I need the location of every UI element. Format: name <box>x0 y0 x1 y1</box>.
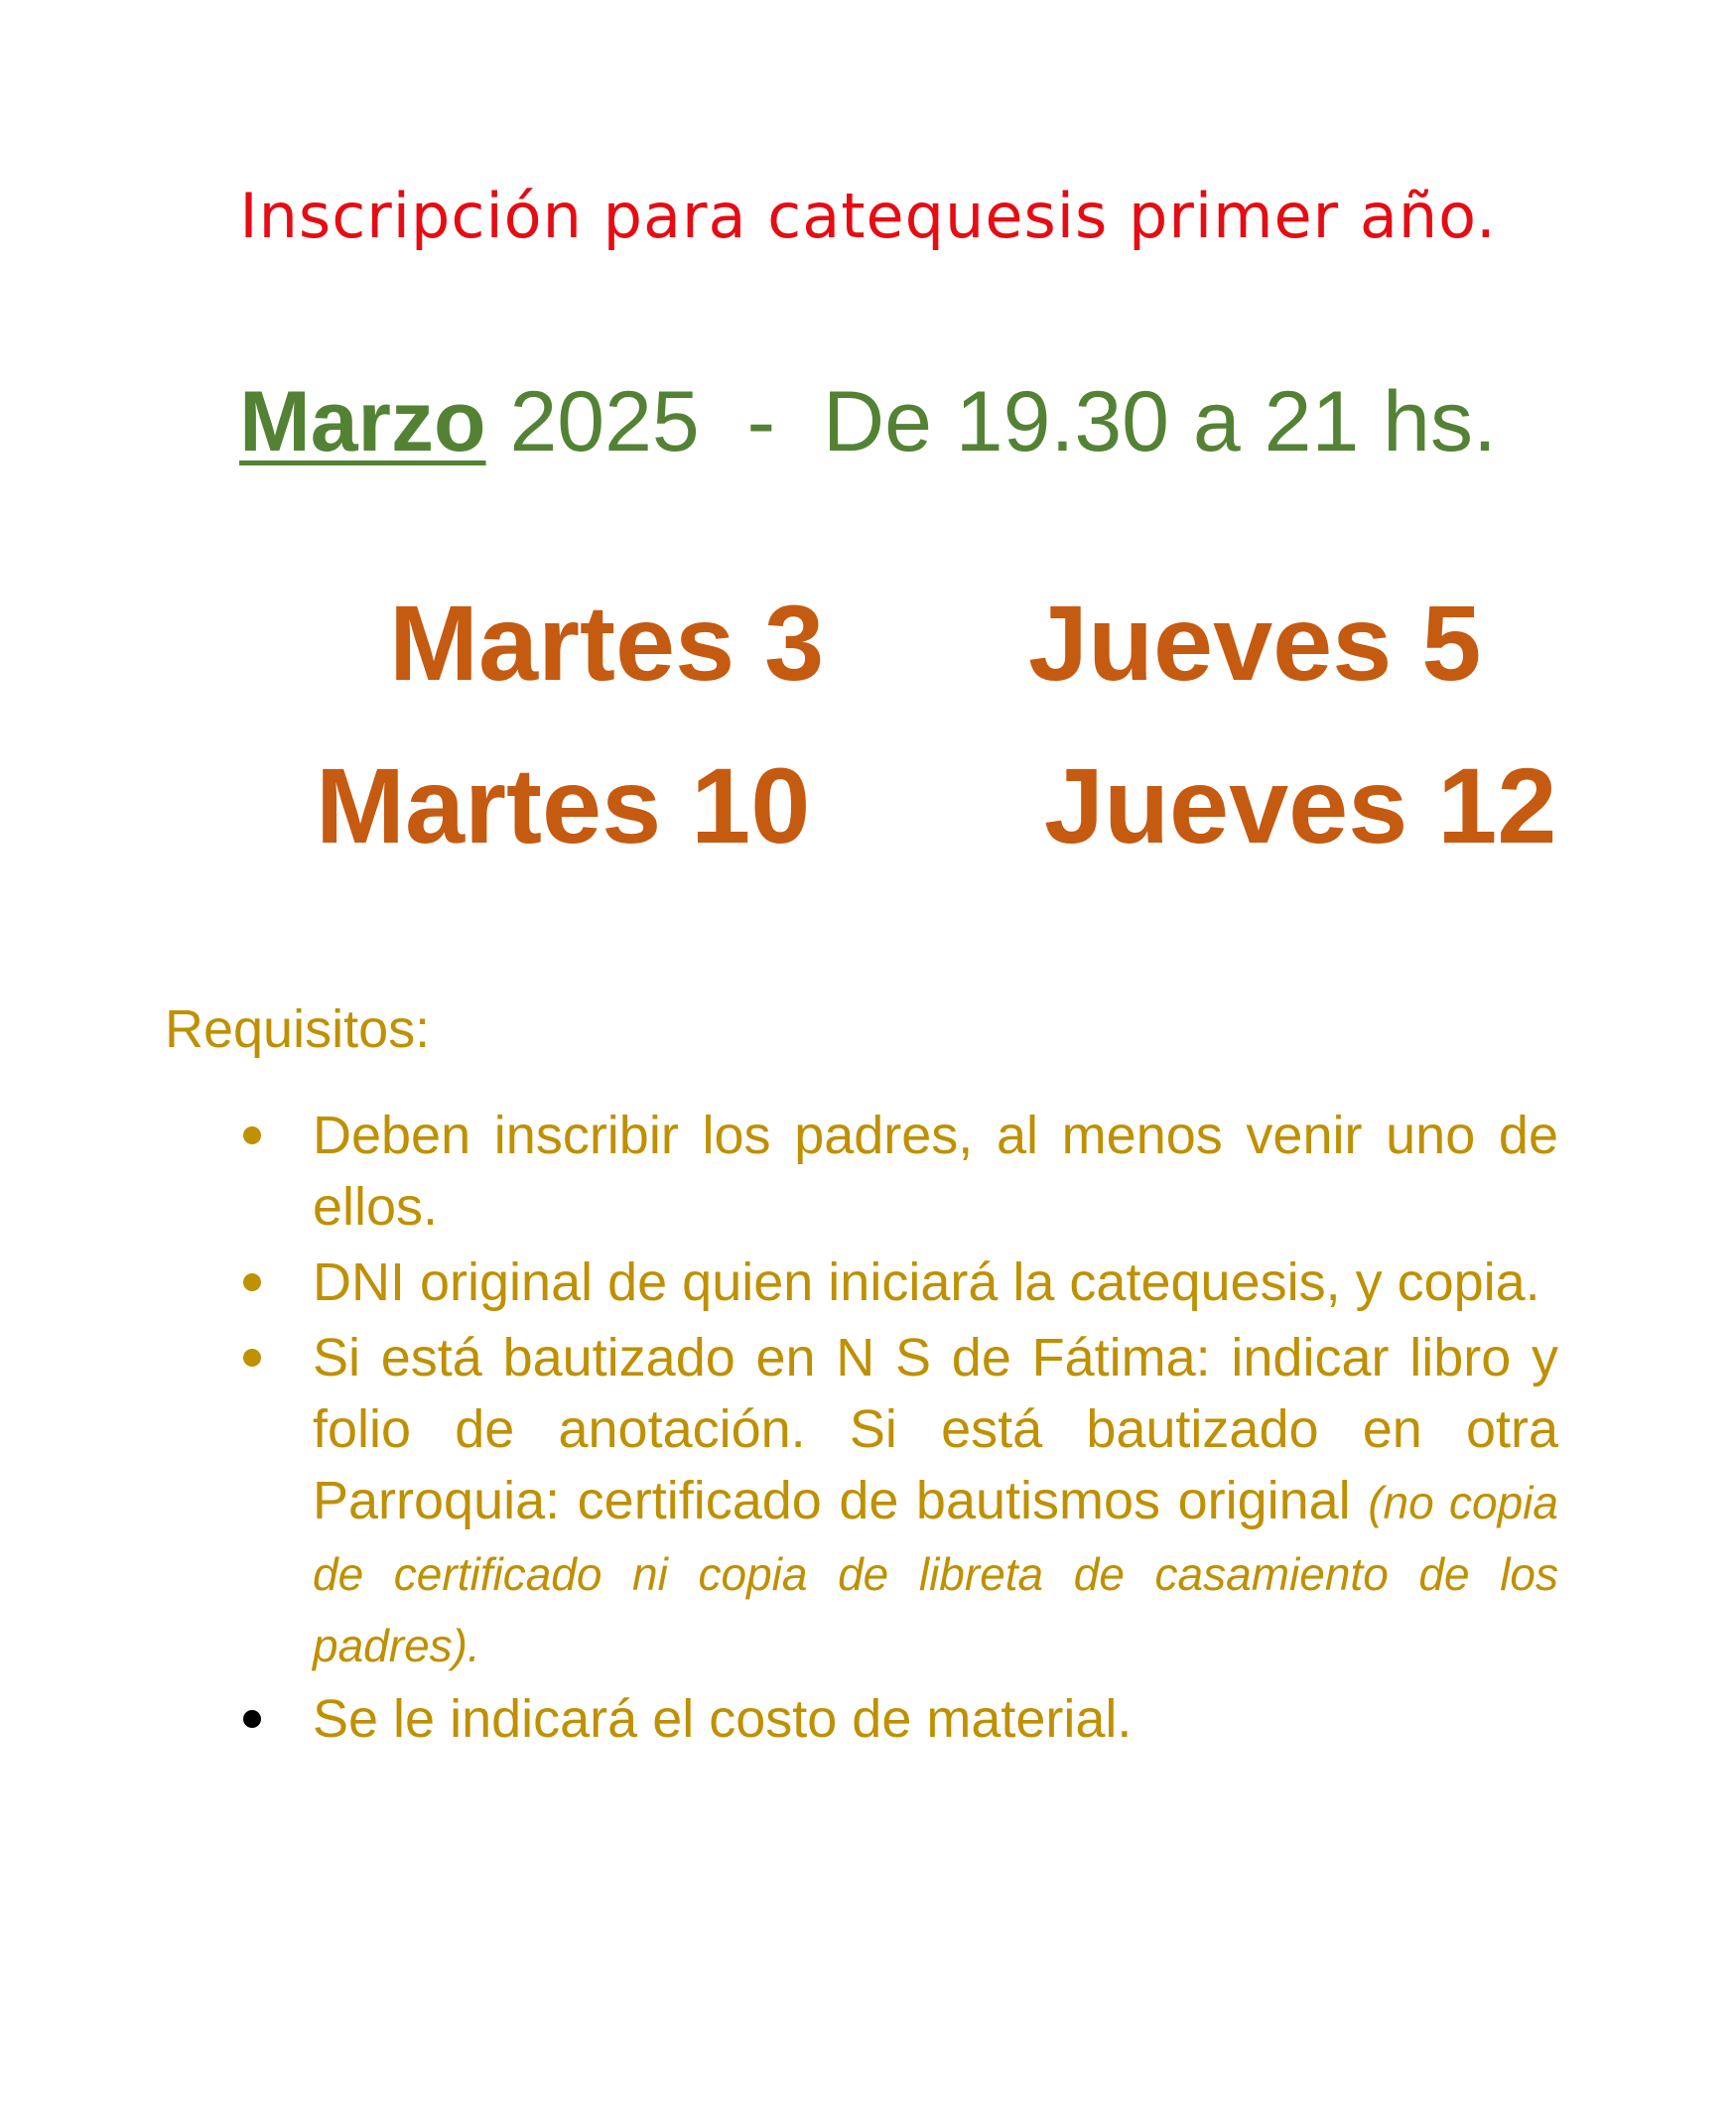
schedule-line <box>0 372 1736 471</box>
requirements-heading: Requisitos: <box>165 999 431 1059</box>
day-martes-10: Martes 10 <box>316 745 811 865</box>
bullet-icon <box>243 1710 261 1728</box>
requirement-note: (no copia de certificado ni copia de libreta de casamiento de los padres). <box>313 1477 1558 1671</box>
requirement-text: DNI original de quien iniciará la catequesis, y copia. <box>313 1253 1540 1312</box>
requirements-list <box>164 1100 1558 1759</box>
month-label: Marzo <box>239 374 486 469</box>
requirement-text: Se le indicará el costo de material. <box>313 1689 1133 1749</box>
requirement-text: Si está bautizado en N S de Fátima: indicar libro y folio de anotación. Si está bautizado en otra Parroquia: certificado de bautismos original <box>313 1328 1558 1530</box>
requirement-text: Deben inscribir los padres, al menos venir uno de ellos. <box>313 1106 1558 1237</box>
schedule-time: 2025 - De 19.30 a 21 hs. <box>485 374 1497 469</box>
day-jueves-12: Jueves 12 <box>1044 745 1557 865</box>
day-martes-3: Martes 3 <box>389 583 825 703</box>
list-item <box>164 1322 1558 1679</box>
day-jueves-5: Jueves 5 <box>1028 583 1482 703</box>
bullet-icon <box>243 1126 261 1144</box>
page-title: Inscripción para catequesis primer año. <box>239 180 1497 252</box>
list-item <box>164 1100 1558 1243</box>
bullet-icon <box>243 1349 261 1367</box>
list-item <box>164 1683 1558 1755</box>
bullet-icon <box>243 1273 261 1291</box>
list-item <box>164 1247 1558 1318</box>
